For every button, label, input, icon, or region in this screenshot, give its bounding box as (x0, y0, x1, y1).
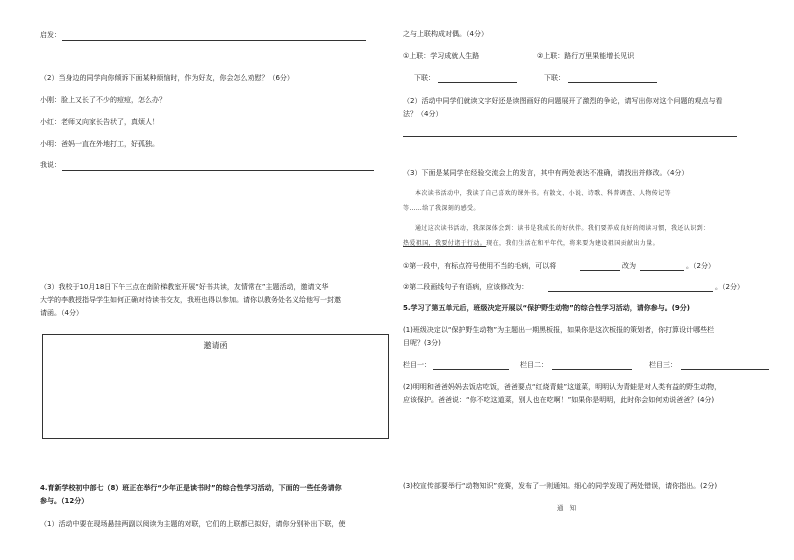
question-5-3: (3)校宣传部要举行“动物知识”竞赛，发布了一则通知。细心的同学发现了两处错误，请你指出。(2分) (403, 482, 718, 490)
essay-paragraph-1b: 等……给了我深刻的感受。 (403, 205, 480, 212)
invitation-box[interactable] (42, 334, 389, 439)
question-5-prompt: 5.学习了第五单元后，班级决定开展以“保护野生动物”的综合性学习活动，请你参与。(9分) (403, 304, 690, 312)
answer-line[interactable] (62, 40, 366, 41)
question-4-line-2: 参与。（12分） (40, 497, 89, 505)
essay-underlined-sentence: 热爱祖国，我要付诸于行动。 (403, 240, 487, 247)
question-4-sub-1: （1）活动中要在现场悬挂两副以阅读为主题的对联，它们的上联都已拟好，请你分别补出下联，使 (40, 520, 346, 528)
notice-title: 通 知 (557, 504, 579, 512)
question-5-1-line-1: (1)班级决定以“保护野生动物”为主题出一期黑板报，如果你是这次板报的策划者，你打算设计哪些栏 (403, 326, 715, 334)
lower-couplet-line-1[interactable] (438, 82, 517, 83)
dialog-line-3: 小明：爸妈一直在外地打工，好孤独。 (40, 140, 159, 148)
couplet-instruction: 之与上联构成对偶。（4分） (403, 30, 488, 38)
question-2-line-2: 法？（4分） (403, 110, 443, 118)
column-1-blank[interactable] (433, 369, 509, 370)
top-label: 启发： (40, 31, 61, 39)
fix-1-score: 。（2分） (686, 262, 715, 270)
question-5-2-line-2: 应该保护。爸爸说：“你不吃这道菜，别人也在吃啊！”如果你是明明，此时你会如何劝说爸爸？(4分) (403, 396, 715, 404)
invitation-title: 邀请函 (203, 341, 228, 350)
question-3-prompt: （3）下面是某同学在经验交流会上的发言，其中有两处表达不准确，请找出并修改。（4分） (403, 169, 689, 177)
fix-2-text: ②第二段画线句子有语病，应该修改为： (403, 283, 529, 291)
couplet-1: ①上联：学习成就人生路 (403, 52, 480, 60)
couplet-2: ②上联：路行万里果能增长见识 (537, 52, 635, 60)
column-3-label: 栏目三： (649, 361, 677, 369)
fix-1-change-to: 改为 (622, 262, 636, 270)
lower-couplet-line-2[interactable] (568, 82, 657, 83)
essay-paragraph-1a: 本次读书活动中，我读了自己喜欢的课外书。有散文、小说、诗歌、科普调查、人物传记等 (415, 190, 672, 197)
question-2-prompt: （2）当身边的同学向你倾诉下面某种烦恼时，作为好友，你会怎么劝慰？（6分） (40, 74, 294, 82)
question-5-2-line-1: (2)明明和爸爸妈妈去饭店吃饭，爸爸要点“红烧青蛙”这道菜，明明认为青蛙是对人类有益的野生动物， (403, 383, 722, 391)
column-2-label: 栏目二： (520, 361, 548, 369)
answer-line[interactable] (62, 170, 374, 171)
question-2-line-1: （2）活动中同学们就读文字好还是读图画好的问题展开了激烈的争论，请写出你对这个问题的观点与看 (403, 97, 723, 105)
lower-couplet-label-1: 下联： (414, 74, 435, 82)
fix-2-score: 。（2分） (715, 283, 744, 291)
question-3-line-3: 请函。（4分） (40, 309, 83, 317)
essay-paragraph-2c: 现在，我们生活在和平年代，将来要为建设祖国贡献出力量。 (486, 240, 660, 247)
question-4-line-1: 4.育新学校初中部七（8）班正在举行“少年正是读书时”的综合性学习活动，下面的一些任务请你 (40, 484, 342, 492)
dialog-line-2: 小红：老师又向家长告状了，真烦人！ (40, 118, 159, 126)
column-3-blank[interactable] (681, 369, 769, 370)
question-5-1-line-2: 目呢？(3分) (403, 339, 441, 347)
fix-1-text: ①第一段中，有标点符号使用不当的毛病，可以将 (403, 262, 557, 270)
lower-couplet-label-2: 下联： (544, 74, 565, 82)
fix-2-blank[interactable] (548, 291, 713, 292)
answer-label: 我说： (40, 161, 61, 169)
fix-1-blank-a[interactable] (580, 270, 620, 271)
answer-line[interactable] (403, 136, 737, 137)
essay-paragraph-2a: 通过这次读书活动，我深深体会到：读书是我成长的好伙伴。我们要养成良好的阅读习惯，我还认识到： (415, 225, 710, 232)
question-3-line-2: 大学的李教授指导学生如何正确对待读书交友，我班也得以参加。请你以教务处名义给他写一封邀 (40, 296, 341, 304)
dialog-line-1: 小刚：脸上又长了不少的痘痘，怎么办？ (40, 96, 166, 104)
column-1-label: 栏目一： (403, 361, 431, 369)
column-2-blank[interactable] (552, 369, 632, 370)
fix-1-blank-b[interactable] (640, 270, 684, 271)
question-3-line-1: （3）我校于10月18日下午三点在南阶梯教室开展“好书共读，友情常在”主题活动，邀请文华 (40, 283, 329, 291)
essay-paragraph-2b-underlined (403, 240, 659, 248)
